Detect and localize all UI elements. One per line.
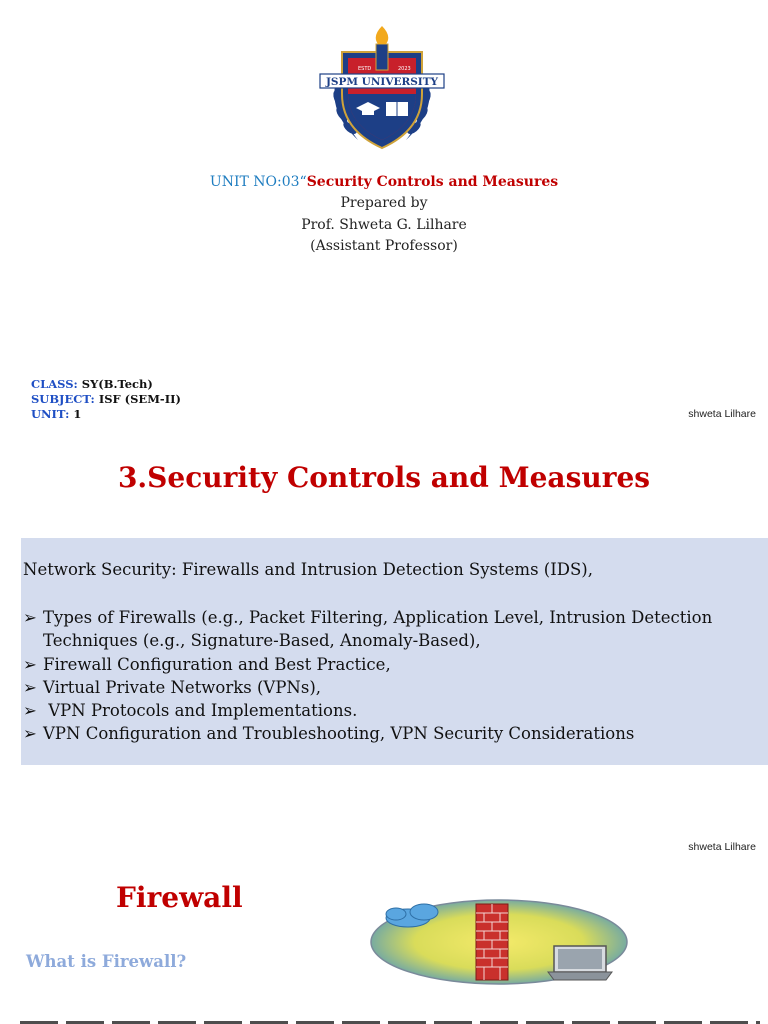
jspm-university-logo bbox=[318, 22, 446, 156]
firewall-question: What is Firewall? bbox=[26, 952, 187, 971]
list-item: ➢ VPN Configuration and Troubleshooting, VPN Security Considerations bbox=[23, 722, 712, 745]
logo-university-name: JSPM UNIVERSITY bbox=[325, 76, 439, 88]
slide-footer-author: shweta Lilhare bbox=[688, 408, 756, 420]
firewall-illustration bbox=[368, 896, 630, 992]
course-meta bbox=[31, 377, 181, 422]
logo-estd-year: 2023 bbox=[398, 66, 411, 72]
meta-subject: SUBJECT: ISF (SEM-II) bbox=[31, 392, 181, 406]
meta-unit: UNIT: 1 bbox=[31, 407, 82, 421]
unit-heading bbox=[0, 172, 768, 192]
arrow-bullet-icon: ➢ bbox=[23, 654, 37, 674]
prepared-by-label: Prepared by bbox=[340, 195, 428, 211]
list-item: ➢ Virtual Private Networks (VPNs), bbox=[23, 676, 712, 699]
list-item: ➢ Types of Firewalls (e.g., Packet Filtering, Application Level, Intrusion Detection bbox=[23, 606, 712, 629]
author-name: Prof. Shweta G. Lilhare bbox=[301, 217, 467, 233]
brick-wall-icon bbox=[476, 904, 508, 980]
author-role: (Assistant Professor) bbox=[310, 238, 458, 254]
topics-box bbox=[21, 538, 768, 765]
list-item-continuation: Techniques (e.g., Signature-Based, Anomaly-Based), bbox=[43, 631, 481, 651]
logo-motto: ज्ञानं परमं बलम् bbox=[370, 89, 394, 94]
meta-class: CLASS: SY(B.Tech) bbox=[31, 377, 153, 391]
arrow-bullet-icon: ➢ bbox=[23, 701, 37, 721]
arrow-bullet-icon: ➢ bbox=[23, 677, 37, 697]
logo-estd-label: ESTD bbox=[358, 66, 372, 72]
laptop-icon bbox=[548, 946, 612, 980]
slide-title: 3.Security Controls and Measures bbox=[117, 461, 651, 494]
unit-number: UNIT NO:03“ bbox=[209, 174, 307, 190]
list-item: ➢ Firewall Configuration and Best Practice, bbox=[23, 653, 712, 676]
cropped-text-line bbox=[20, 1013, 760, 1024]
firewall-title: Firewall bbox=[116, 881, 243, 914]
arrow-bullet-icon: ➢ bbox=[23, 608, 37, 627]
slide-footer-author: shweta Lilhare bbox=[688, 841, 756, 853]
unit-title: Security Controls and Measures bbox=[306, 174, 559, 190]
topics-list bbox=[23, 606, 712, 746]
topics-intro: Network Security: Firewalls and Intrusion Detection Systems (IDS), bbox=[23, 560, 593, 579]
list-item: ➢ VPN Protocols and Implementations. bbox=[23, 699, 712, 722]
arrow-bullet-icon: ➢ bbox=[23, 724, 37, 744]
